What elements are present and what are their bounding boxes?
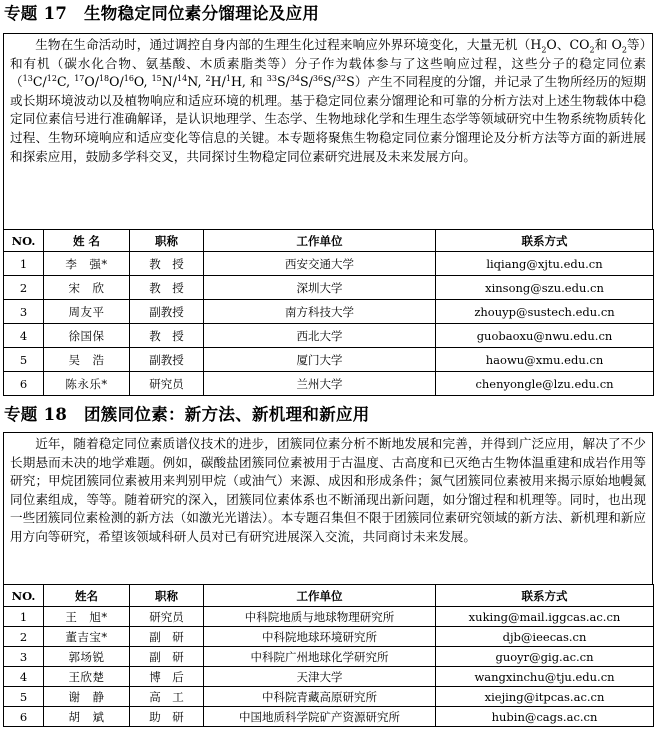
col-header-title: 职称	[130, 230, 204, 252]
topic18-intro: 近年，随着稳定同位素质谱仪技术的进步，团簇同位素分析不断地发展和完善，并得到广泛应用，解决了不少长期悬而未决的地学难题。例如，碳酸盐团簇同位素被用于古温度、古高度和已灭绝古生物体温重建和成岩作用等研究；甲烷团簇同位素被用来判别甲烷（或油气）来源、成因和形成条件；氮气团簇同位素被用来揭示原始地幔氮同位素组成，等等。随着研究的深入，团簇同位素体系也不断涌现出新问题，如分馏过程和机理等。同时，也出现一些团簇同位素检测的新方法（如激光光谱法）。本专题召集但不限于团簇同位素研究领域的新方法、新机理和新应用方向等研究，希望该领域科研人员对已有研究进展深入交流，共同商讨未来发展。	[3, 432, 653, 584]
cell-name: 周友平	[44, 300, 130, 324]
cell-affiliation: 西安交通大学	[204, 252, 436, 276]
table-row	[4, 324, 654, 348]
cell-title: 博 后	[130, 667, 204, 687]
cell-no: 6	[4, 707, 44, 727]
cell-name: 陈永乐*	[44, 372, 130, 396]
cell-affiliation: 西北大学	[204, 324, 436, 348]
topic17-title: 专题 17 生物稳定同位素分馏理论及应用	[4, 4, 320, 23]
cell-email[interactable]: chenyongle@lzu.edu.cn	[436, 372, 654, 396]
cell-affiliation: 中科院青藏高原研究所	[204, 687, 436, 707]
cell-affiliation: 南方科技大学	[204, 300, 436, 324]
cell-name: 胡 斌	[44, 707, 130, 727]
cell-no: 1	[4, 252, 44, 276]
cell-name: 李 强*	[44, 252, 130, 276]
table-row	[4, 607, 654, 627]
table-row	[4, 372, 654, 396]
cell-name: 宋 欣	[44, 276, 130, 300]
cell-email[interactable]: wangxinchu@tju.edu.cn	[436, 667, 654, 687]
cell-email[interactable]: xuking@mail.iggcas.ac.cn	[436, 607, 654, 627]
table-row	[4, 707, 654, 727]
cell-name: 吴 浩	[44, 348, 130, 372]
col-header-title: 职称	[130, 585, 204, 607]
cell-email[interactable]: guoyr@gig.ac.cn	[436, 647, 654, 667]
col-header-name: 姓 名	[44, 230, 130, 252]
table-row	[4, 300, 654, 324]
cell-no: 5	[4, 348, 44, 372]
cell-no: 5	[4, 687, 44, 707]
cell-name: 郭场锐	[44, 647, 130, 667]
cell-title: 副 研	[130, 647, 204, 667]
col-header-contact: 联系方式	[436, 585, 654, 607]
cell-email[interactable]: zhouyp@sustech.edu.cn	[436, 300, 654, 324]
col-header-no: NO.	[4, 585, 44, 607]
cell-affiliation: 厦门大学	[204, 348, 436, 372]
col-header-affiliation: 工作单位	[204, 230, 436, 252]
cell-title: 教 授	[130, 276, 204, 300]
cell-email[interactable]: hubin@cags.ac.cn	[436, 707, 654, 727]
cell-email[interactable]: guobaoxu@nwu.edu.cn	[436, 324, 654, 348]
table-row	[4, 667, 654, 687]
cell-no: 6	[4, 372, 44, 396]
col-header-no: NO.	[4, 230, 44, 252]
cell-name: 董吉宝*	[44, 627, 130, 647]
table-header-row	[4, 585, 654, 607]
cell-no: 3	[4, 300, 44, 324]
cell-name: 王欣楚	[44, 667, 130, 687]
col-header-contact: 联系方式	[436, 230, 654, 252]
cell-affiliation: 中科院广州地球化学研究所	[204, 647, 436, 667]
topic17-member-table	[3, 229, 654, 396]
cell-no: 1	[4, 607, 44, 627]
cell-title: 教 授	[130, 252, 204, 276]
col-header-affiliation: 工作单位	[204, 585, 436, 607]
topic17-intro: 生物在生命活动时，通过调控自身内部的生理生化过程来响应外界环境变化，大量无机（$H_2O$、$CO_2$和 $O_2$等）和有机（碳水化合物、氨基酸、木质素脂类等）分子作为载体参与了这些响应过程，这些分子的稳定同位素（$^{13}$C/$^{12}$C, $^{17}$O/$^{18}$O/$^{16}$O, $^{15}$N/$^{14}$N, $^2$H/$^1$H, 和 $^{33}$S/$^{34}$S/$^{36}$S/$^{32}$S）产生不同程度的分馏，并记录了生物所经历的短期或长期环境波动以及植物响应和适应环境的机理。基于稳定同位素分馏理论和可靠的分析方法对上述生物载体中稳定同位素信号进行准确解译，是认识地理学、生态学、生物地球化学和生理生态学等领域研究中生物系统物质转化过程、生物环境响应和适应变化等信息的关键。本专题将聚焦生物稳定同位素分馏理论及分析方法等方面的新进展和探索应用，鼓励多学科交叉，共同探讨生物稳定同位素研究进展及未来发展方向。	[3, 33, 653, 229]
cell-name: 王 旭*	[44, 607, 130, 627]
cell-no: 2	[4, 276, 44, 300]
cell-title: 副教授	[130, 348, 204, 372]
cell-email[interactable]: xiejing@itpcas.ac.cn	[436, 687, 654, 707]
cell-title: 高 工	[130, 687, 204, 707]
cell-no: 4	[4, 324, 44, 348]
topic18-title: 专题 18 团簇同位素：新方法、新机理和新应用	[4, 405, 370, 424]
cell-affiliation: 深圳大学	[204, 276, 436, 300]
cell-email[interactable]: haowu@xmu.edu.cn	[436, 348, 654, 372]
cell-affiliation: 中科院地质与地球物理研究所	[204, 607, 436, 627]
cell-affiliation: 兰州大学	[204, 372, 436, 396]
cell-no: 4	[4, 667, 44, 687]
cell-email[interactable]: xinsong@szu.edu.cn	[436, 276, 654, 300]
cell-email[interactable]: liqiang@xjtu.edu.cn	[436, 252, 654, 276]
cell-affiliation: 中科院地球环境研究所	[204, 627, 436, 647]
cell-title: 副 研	[130, 627, 204, 647]
cell-title: 研究员	[130, 607, 204, 627]
cell-title: 研究员	[130, 372, 204, 396]
cell-no: 2	[4, 627, 44, 647]
cell-affiliation: 中国地质科学院矿产资源研究所	[204, 707, 436, 727]
cell-title: 教 授	[130, 324, 204, 348]
cell-email[interactable]: djb@ieecas.cn	[436, 627, 654, 647]
cell-name: 谢 静	[44, 687, 130, 707]
table-header-row	[4, 230, 654, 252]
table-row	[4, 348, 654, 372]
table-row	[4, 647, 654, 667]
table-row	[4, 627, 654, 647]
table-row	[4, 276, 654, 300]
table-row	[4, 687, 654, 707]
cell-affiliation: 天津大学	[204, 667, 436, 687]
col-header-name: 姓名	[44, 585, 130, 607]
cell-name: 徐国保	[44, 324, 130, 348]
topic18-member-table	[3, 584, 654, 727]
cell-title: 副教授	[130, 300, 204, 324]
table-row	[4, 252, 654, 276]
cell-no: 3	[4, 647, 44, 667]
cell-title: 助 研	[130, 707, 204, 727]
